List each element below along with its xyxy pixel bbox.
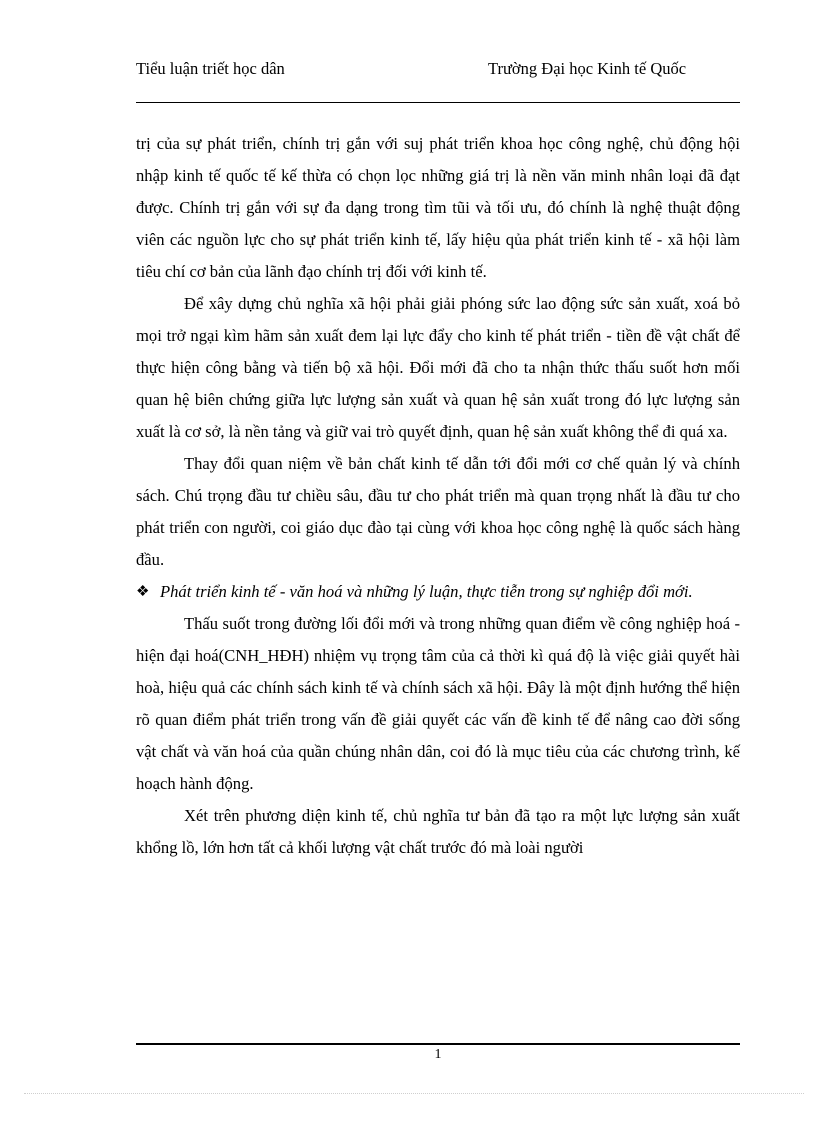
bullet-heading [136, 576, 740, 608]
paragraph-5: Xét trên phương diện kinh tế, chủ nghĩa tư bản đã tạo ra một lực lượng sản xuất khổng lồ, lớn hơn tất cả khối lượng vật chất trước đó mà loài người [136, 806, 740, 857]
paragraph-2: Để xây dựng chủ nghĩa xã hội phải giải phóng sức lao động sức sản xuất, xoá bỏ mọi trở ngại kìm hãm sản xuất đem lại lực đẩy cho kinh tế phát triển - tiền đề vật chất để thực hiện công bằng và tiến bộ xã hội. Đổi mới đã cho ta nhận thức thấu suốt hơn mối quan hệ biên chứng giữa lực lượng sản xuất và quan hệ sản xuất trong đó lực lượng sản xuất là cơ sở, là nền tảng và giữ vai trò quyết định, quan hệ sản xuất không thể đi quá xa. [136, 294, 740, 441]
page-number: 1 [434, 1047, 442, 1062]
bullet-heading-text: Phát triển kinh tế - văn hoá và những lý luận, thực tiễn trong sự nghiệp đổi mới. [160, 582, 693, 601]
document-body [136, 128, 740, 864]
page-header [136, 58, 740, 103]
header-right-text: Trường Đại học Kinh tế Quốc [488, 59, 687, 78]
footer-rule [136, 1043, 740, 1045]
diamond-bullet-icon: ❖ [136, 584, 150, 600]
paragraph-1: trị của sự phát triển, chính trị gắn với suj phát triển khoa học công nghệ, chủ động hội nhập kinh tế quốc tế kế thừa có chọn lọc những giá trị là nền văn minh nhân loại đã đạt được. Chính trị gắn với sự đa dạng trong tìm tũi và tối ưu, đó chính là nghệ thuật động viên các nguồn lực cho sự phát triển kinh tế, lấy hiệu qủa phát triển kinh tế - xã hội làm tiêu chí cơ bản của lãnh đạo chính trị đối với kinh tế. [136, 134, 740, 281]
header-left-text: Tiểu luận triết học dân [136, 59, 285, 78]
paragraph-3: Thay đổi quan niệm về bản chất kinh tế dẫn tới đổi mới cơ chế quản lý và chính sách. Chú trọng đầu tư chiều sâu, đầu tư cho phát triển mà quan trọng nhất là đầu tư cho phát triển con người, coi giáo dục đào tại cùng với khoa học công nghệ là quốc sách hàng đầu. [136, 454, 740, 569]
page-edge-divider [24, 1093, 804, 1094]
paragraph-4: Thấu suốt trong đường lối đổi mới và trong những quan điểm về công nghiệp hoá - hiện đại hoá(CNH_HĐH) nhiệm vụ trọng tâm của cả thời kì quá độ là việc giải quyết hài hoà, hiệu quả các chính sách kinh tế và chính sách xã hội. Đây là một định hướng thể hiện rõ quan điểm phát triển trong vấn đề giải quyết các vấn đề kinh tế để nâng cao đời sống vật chất và văn hoá của quần chúng nhân dân, coi đó là mục tiêu của các chương trình, kế hoạch hành động. [136, 614, 740, 793]
